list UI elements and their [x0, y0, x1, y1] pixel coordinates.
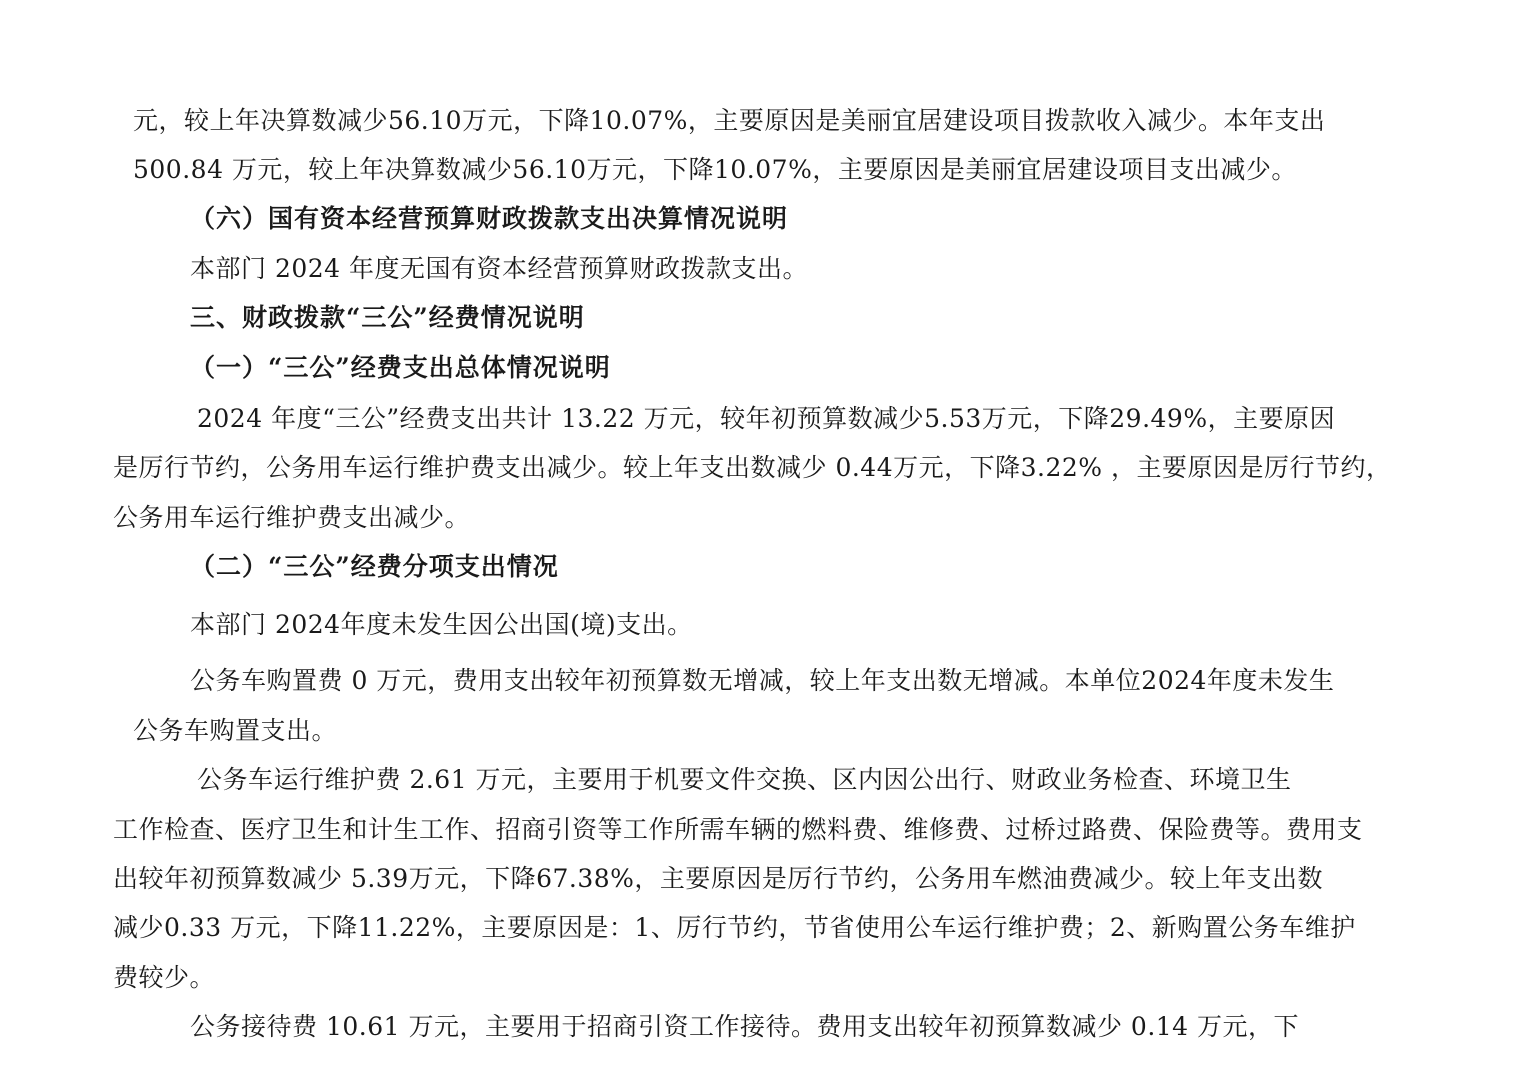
paragraph-state-capital: 本部门 2024 年度无国有资本经营预算财政拨款支出。 — [190, 254, 809, 283]
paragraph-reception-line-1: 公务接待费 10.61 万元，主要用于招商引资工作接待。费用支出较年初预算数减少 0.14 万元，下 — [190, 1012, 1300, 1041]
section-heading-3-1: （一）“三公”经费支出总体情况说明 — [190, 353, 611, 382]
paragraph-car-purchase-line-1: 公务车购置费 0 万元，费用支出较年初预算数无增减，较上年支出数无增减。本单位2024年度未发生 — [190, 666, 1335, 695]
paragraph-car-maintenance-line-2: 工作检查、医疗卫生和计生工作、招商引资等工作所需车辆的燃料费、维修费、过桥过路费、保险费等。费用支 — [113, 815, 1363, 844]
paragraph-overall-line-1: 2024 年度“三公”经费支出共计 13.22 万元，较年初预算数减少5.53万元，下降29.49%，主要原因 — [197, 404, 1336, 433]
paragraph-abroad: 本部门 2024年度未发生因公出国(境)支出。 — [190, 610, 693, 639]
paragraph-prev-line-1: 元，较上年决算数减少56.10万元，下降10.07%，主要原因是美丽宜居建设项目拨款收入减少。本年支出 — [133, 106, 1326, 135]
paragraph-car-purchase-line-2: 公务车购置支出。 — [133, 716, 338, 745]
paragraph-overall-line-2: 是厉行节约，公务用车运行维护费支出减少。较上年支出数减少 0.44万元，下降3.22% ，主要原因是厉行节约， — [113, 453, 1392, 482]
paragraph-overall-line-3: 公务用车运行维护费支出减少。 — [113, 503, 471, 532]
paragraph-prev-line-2: 500.84 万元，较上年决算数减少56.10万元，下降10.07%，主要原因是美丽宜居建设项目支出减少。 — [133, 155, 1297, 184]
paragraph-car-maintenance-line-5: 费较少。 — [113, 963, 216, 992]
section-heading-3-2: （二）“三公”经费分项支出情况 — [190, 552, 559, 581]
section-heading-6: （六）国有资本经营预算财政拨款支出决算情况说明 — [190, 204, 789, 233]
paragraph-car-maintenance-line-4: 减少0.33 万元，下降11.22%，主要原因是：1、厉行节约，节省使用公车运行维护费；2、新购置公务车维护 — [113, 913, 1356, 942]
paragraph-car-maintenance-line-3: 出较年初预算数减少 5.39万元，下降67.38%，主要原因是厉行节约，公务用车燃油费减少。较上年支出数 — [113, 864, 1323, 893]
paragraph-car-maintenance-line-1: 公务车运行维护费 2.61 万元，主要用于机要文件交换、区内因公出行、财政业务检查、环境卫生 — [197, 765, 1292, 794]
section-heading-3: 三、财政拨款“三公”经费情况说明 — [190, 303, 585, 332]
